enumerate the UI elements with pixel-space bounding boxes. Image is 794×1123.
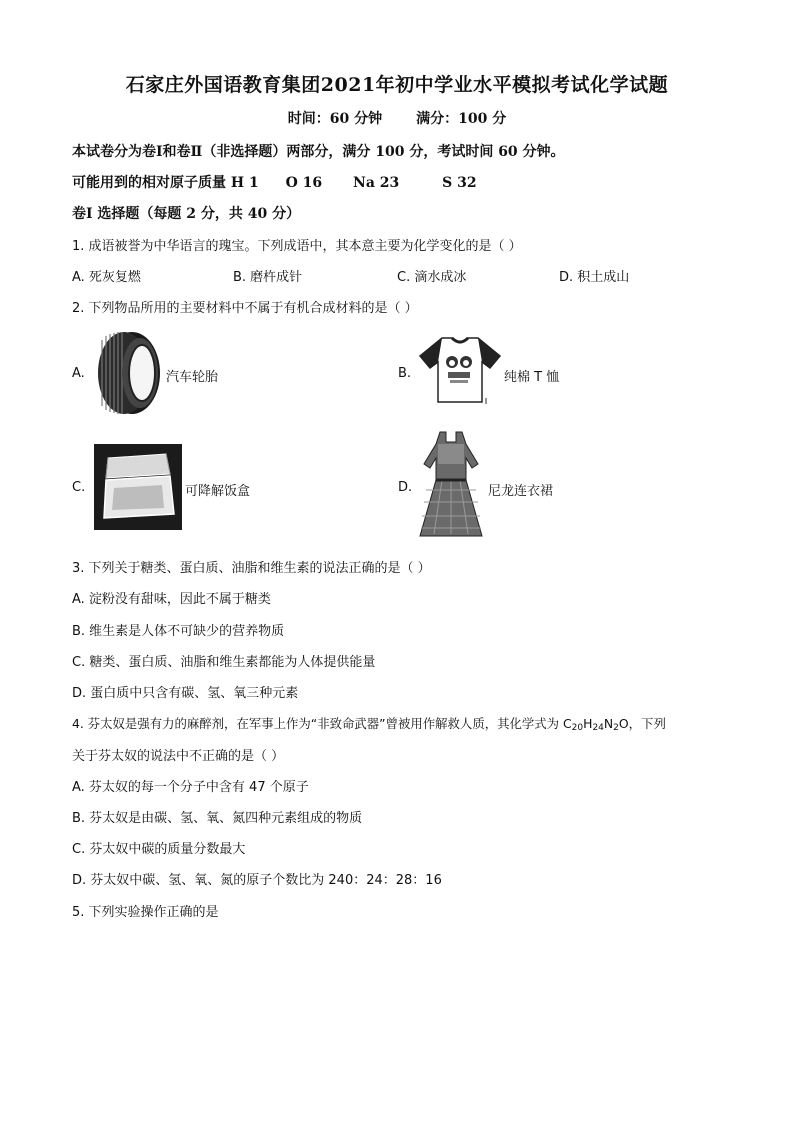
exam-time: 时间：60 分钟 [287,111,383,127]
question-2-stem: 2. 下列物品所用的主要材料中不属于有机合成材料的是（ ） [72,301,418,316]
question-2-option-a-text: 汽车轮胎 [166,370,219,385]
section-heading: 卷Ⅰ 选择题（每题 2 分，共 40 分） [72,206,301,222]
question-4-option-b: B. 芬太奴是由碳、氢、氧、氮四种元素组成的物质 [72,811,363,826]
atomic-mass-label: 可能用到的相对原子质量 H 1 [72,175,259,191]
formula-element: N [603,716,614,731]
question-1-option-b: B. 磨杵成针 [233,270,303,285]
atomic-mass-line [72,172,477,192]
question-3-stem: 3. 下列关于糖类、蛋白质、油脂和维生素的说法正确的是（ ） [72,561,431,576]
atomic-mass-s: S 32 [442,175,477,191]
question-4-stem-line-2: 关于芬太奴的说法中不正确的是（ ） [72,749,285,764]
question-1-option-a: A. 死灰复燃 [72,270,141,285]
lunchbox-image [94,444,182,530]
dress-image [416,430,486,540]
tire-image [94,330,164,416]
instruction-line: 本试卷分为卷Ⅰ和卷Ⅱ（非选择题）两部分，满分 100 分，考试时间 60 分钟。 [72,144,565,160]
formula-subscript: 20 [571,723,584,733]
question-2-option-b-letter: B. [398,366,412,381]
question-4-stem-line-1 [72,714,666,733]
question-1-option-c: C. 滴水成冰 [397,270,467,285]
question-4-option-d: D. 芬太奴中碳、氢、氧、氮的原子个数比为 240：24：28：16 [72,873,442,888]
page-title: 石家庄外国语教育集团2021年初中学业水平模拟考试化学试题 [125,74,669,96]
question-2-option-c-text: 可降解饭盒 [185,484,251,499]
question-5-stem: 5. 下列实验操作正确的是 [72,905,219,920]
exam-meta [0,108,794,128]
question-4-option-a: A. 芬太奴的每一个分子中含有 47 个原子 [72,780,309,795]
formula-element: H [583,716,593,731]
question-4-stem-text: 4. 芬太奴是强有力的麻醉剂，在军事上作为“非致命武器”曾被用作解救人质，其化学式为 C [72,716,572,731]
atomic-mass-o: O 16 [285,175,323,191]
scan-mark [485,398,487,404]
question-2-option-d-letter: D. [398,480,413,495]
question-2-option-a-letter: A. [72,366,85,381]
formula-element: O，下列 [618,716,666,731]
tshirt-image [418,334,502,406]
exam-score: 满分：100 分 [416,111,507,127]
question-2-option-c-letter: C. [72,480,86,495]
question-1-stem: 1. 成语被誉为中华语言的瑰宝。下列成语中，其本意主要为化学变化的是（ ） [72,239,522,254]
question-3-option-a: A. 淀粉没有甜味，因此不属于糖类 [72,592,271,607]
atomic-mass-na: Na 23 [353,175,400,191]
question-1-option-d: D. 积土成山 [559,270,630,285]
formula-subscript: 2 [613,723,619,733]
question-2-option-d-text: 尼龙连衣裙 [488,484,554,499]
question-2-option-b-text: 纯棉 T 恤 [504,370,560,385]
question-3-option-b: B. 维生素是人体不可缺少的营养物质 [72,624,285,639]
question-3-option-d: D. 蛋白质中只含有碳、氢、氧三种元素 [72,686,299,701]
question-3-option-c: C. 糖类、蛋白质、油脂和维生素都能为人体提供能量 [72,655,376,670]
formula-subscript: 24 [592,723,604,733]
question-4-option-c: C. 芬太奴中碳的质量分数最大 [72,842,246,857]
